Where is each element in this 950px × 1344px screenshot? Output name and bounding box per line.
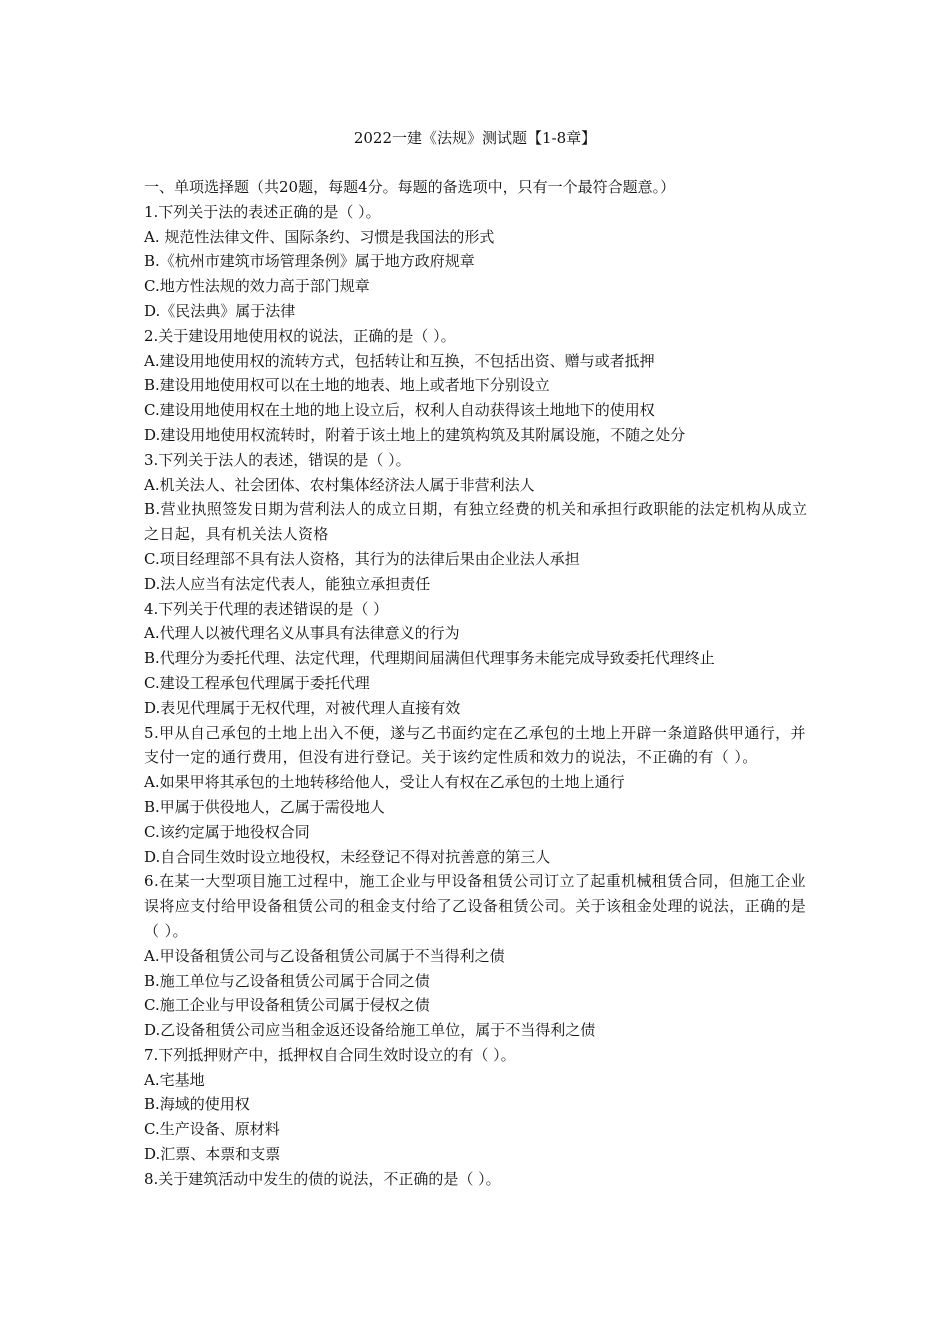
option-b: B.《杭州市建筑市场管理条例》属于地方政府规章 (144, 252, 475, 271)
option-a: A. 规范性法律文件、国际条约、习惯是我国法的形式 (144, 227, 495, 246)
option-a: A.宅基地 (144, 1070, 205, 1089)
document-body (144, 175, 808, 1192)
question-stem: 7.下列抵押财产中，抵押权自合同生效时设立的有（ ）。 (144, 1045, 516, 1064)
option-c: C.施工企业与甲设备租赁公司属于侵权之债 (144, 996, 430, 1015)
option-a: A.机关法人、社会团体、农村集体经济法人属于非营利法人 (144, 475, 535, 494)
option-c: C.地方性法规的效力高于部门规章 (144, 277, 370, 296)
option-b: B.代理分为委托代理、法定代理，代理期间届满但代理事务未能完成导致委托代理终止 (144, 649, 715, 668)
option-d: D.建设用地使用权流转时，附着于该土地上的建筑构筑及其附属设施，不随之处分 (144, 425, 686, 444)
option-a: A.建设用地使用权的流转方式，包括转让和互换，不包括出资、赠与或者抵押 (144, 351, 655, 370)
document-title: 2022一建《法规》测试题【1-8章】 (353, 129, 597, 147)
option-d: D.法人应当有法定代表人，能独立承担责任 (144, 574, 431, 593)
option-d: D.乙设备租赁公司应当租金返还设备给施工单位，属于不当得利之债 (144, 1021, 596, 1040)
question-stem: 1.下列关于法的表述正确的是（ ）。 (144, 202, 381, 221)
option-d: D.自合同生效时设立地役权，未经登记不得对抗善意的第三人 (144, 847, 551, 866)
section-heading: 一、单项选择题（共20题，每题4分。每题的备选项中，只有一个最符合题意。） (144, 178, 676, 196)
option-b: B.建设用地使用权可以在土地的地表、地上或者地下分别设立 (144, 376, 550, 395)
option-d: D.《民法典》属于法律 (144, 301, 296, 320)
question-stem: 4.下列关于代理的表述错误的是（ ） (144, 599, 389, 618)
option-d: D.汇票、本票和支票 (144, 1145, 281, 1164)
question-stem: 5.甲从自己承包的土地上出入不便，遂与乙书面约定在乙承包的土地上开辟一条道路供甲通行，并支付一定的通行费用，但没有进行登记。关于该约定性质和效力的说法，不正确的有（ ）。 (144, 723, 806, 767)
option-c: C.建设用地使用权在土地的地上设立后，权利人自动获得该土地地下的使用权 (144, 401, 655, 420)
option-c: C.建设工程承包代理属于委托代理 (144, 673, 370, 692)
option-b: B.海域的使用权 (144, 1095, 250, 1114)
option-c: C.生产设备、原材料 (144, 1120, 280, 1139)
option-a: A.如果甲将其承包的土地转移给他人，受让人有权在乙承包的土地上通行 (144, 773, 625, 792)
option-b: B.营业执照签发日期为营利法人的成立日期，有独立经费的机关和承担行政职能的法定机构从成立之日起，具有机关法人资格 (144, 500, 808, 544)
option-d: D.表见代理属于无权代理，对被代理人直接有效 (144, 698, 461, 717)
option-a: A.代理人以被代理名义从事具有法律意义的行为 (144, 624, 460, 643)
question-stem: 2.关于建设用地使用权的说法，正确的是（ ）。 (144, 326, 456, 345)
option-c: C.项目经理部不具有法人资格，其行为的法律后果由企业法人承担 (144, 549, 580, 568)
question-stem: 6.在某一大型项目施工过程中，施工企业与甲设备租赁公司订立了起重机械租赁合同，但施工企业误将应支付给甲设备租赁公司的租金支付给了乙设备租赁公司。关于该租金处理的说法，正确的是（ ）。 (144, 872, 807, 940)
option-b: B.施工单位与乙设备租赁公司属于合同之债 (144, 971, 430, 990)
question-stem: 3.下列关于法人的表述，错误的是（ ）。 (144, 450, 411, 469)
option-a: A.甲设备租赁公司与乙设备租赁公司属于不当得利之债 (144, 946, 505, 965)
option-c: C.该约定属于地役权合同 (144, 822, 310, 841)
option-b: B.甲属于供役地人，乙属于需役地人 (144, 797, 385, 816)
question-stem: 8.关于建筑活动中发生的债的说法，不正确的是（ ）。 (144, 1169, 501, 1188)
